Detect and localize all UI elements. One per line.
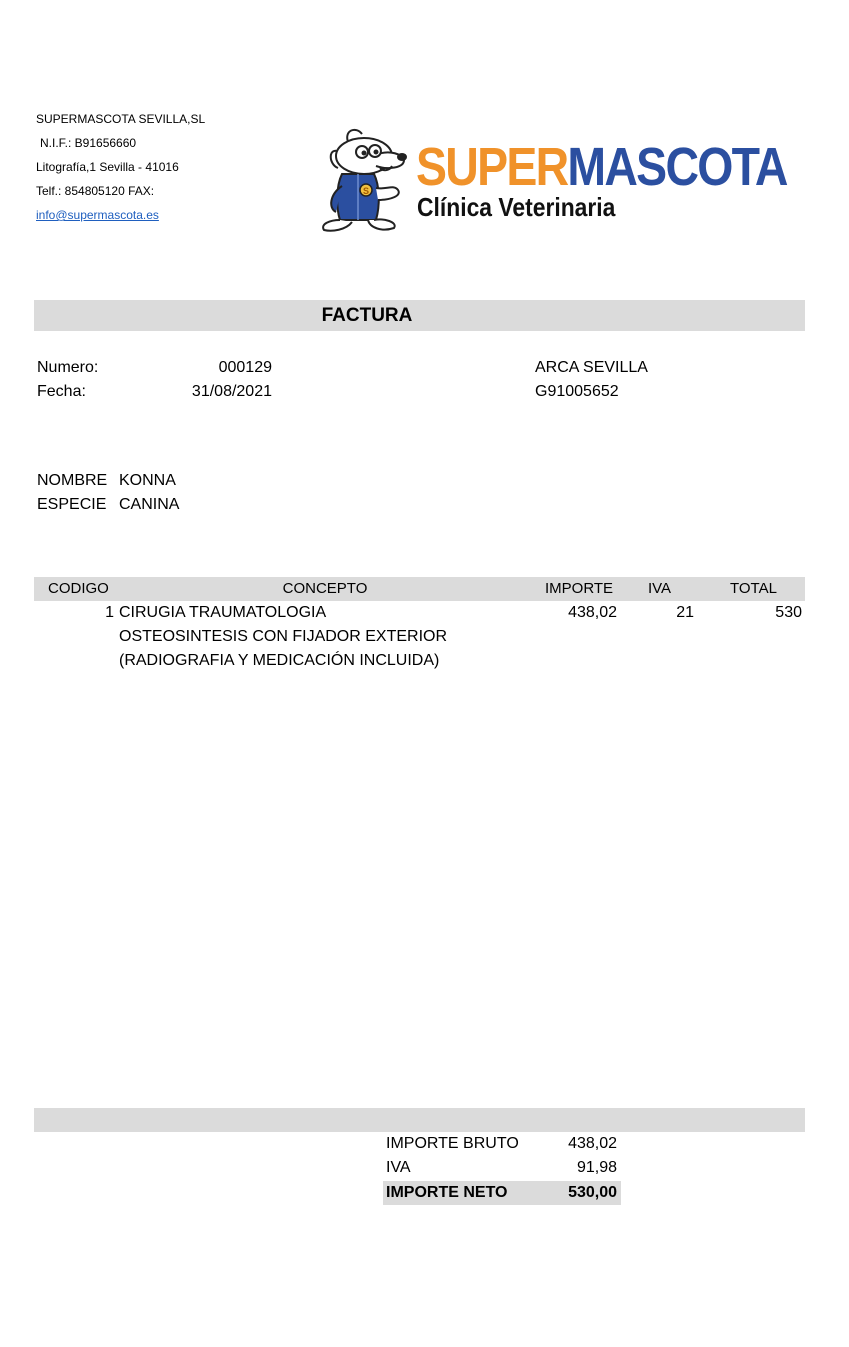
gross-value: 438,02 (568, 1135, 617, 1152)
header-total: TOTAL (730, 580, 777, 597)
row-total: 530 (775, 604, 802, 621)
invoice-number-label: Numero: (37, 359, 99, 376)
logo-word-super: SUPER (416, 137, 568, 197)
row-concept-line: (RADIOGRAFIA Y MEDICACIÓN INCLUIDA) (119, 652, 440, 669)
invoice-date-value: 31/08/2021 (191, 383, 272, 400)
company-name: SUPERMASCOTA SEVILLA,SL (36, 112, 206, 126)
client-name: ARCA SEVILLA (535, 359, 648, 376)
logo-subtitle: Clínica Veterinaria (417, 192, 616, 222)
pet-name-label: NOMBRE (37, 472, 108, 489)
gross-label: IMPORTE BRUTO (386, 1135, 519, 1152)
vat-value: 91,98 (576, 1159, 617, 1176)
company-address: Litografía,1 Sevilla - 41016 (36, 160, 179, 174)
pet-name-value: KONNA (119, 472, 176, 489)
invoice-number-value: 000129 (218, 359, 272, 376)
logo-wordmark (416, 137, 787, 197)
pet-species-value: CANINA (119, 496, 180, 513)
header-amount: IMPORTE (545, 580, 614, 597)
logo (318, 124, 787, 236)
row-vat: 21 (676, 604, 694, 621)
pet-species-label: ESPECIE (37, 496, 107, 513)
company-phone: Telf.: 854805120 FAX: (36, 184, 155, 198)
header-vat: IVA (648, 580, 672, 597)
invoice-date-label: Fecha: (37, 383, 86, 400)
footer-band (34, 1108, 805, 1132)
badge-letter: S (363, 186, 370, 196)
table-header-band (34, 577, 805, 601)
company-email-link[interactable]: info@supermascota.es (36, 208, 159, 222)
row-amount: 438,02 (568, 604, 617, 621)
company-nif: N.I.F.: B91656660 (40, 136, 137, 150)
net-label: IMPORTE NETO (386, 1184, 508, 1201)
vat-label: IVA (386, 1159, 411, 1176)
dog-mascot-icon (318, 124, 413, 234)
company-info (36, 107, 205, 227)
row-concept-line: CIRUGIA TRAUMATOLOGIA (119, 604, 327, 621)
net-value: 530,00 (568, 1184, 617, 1201)
header-code: CODIGO (48, 580, 109, 597)
row-concept-line: OSTEOSINTESIS CON FIJADOR EXTERIOR (119, 628, 448, 645)
logo-word-mascota: MASCOTA (567, 137, 787, 197)
invoice-title: FACTURA (321, 305, 413, 326)
client-id: G91005652 (535, 383, 619, 400)
row-concept (119, 601, 447, 673)
row-code: 1 (105, 604, 114, 621)
header-concept: CONCEPTO (282, 580, 368, 597)
